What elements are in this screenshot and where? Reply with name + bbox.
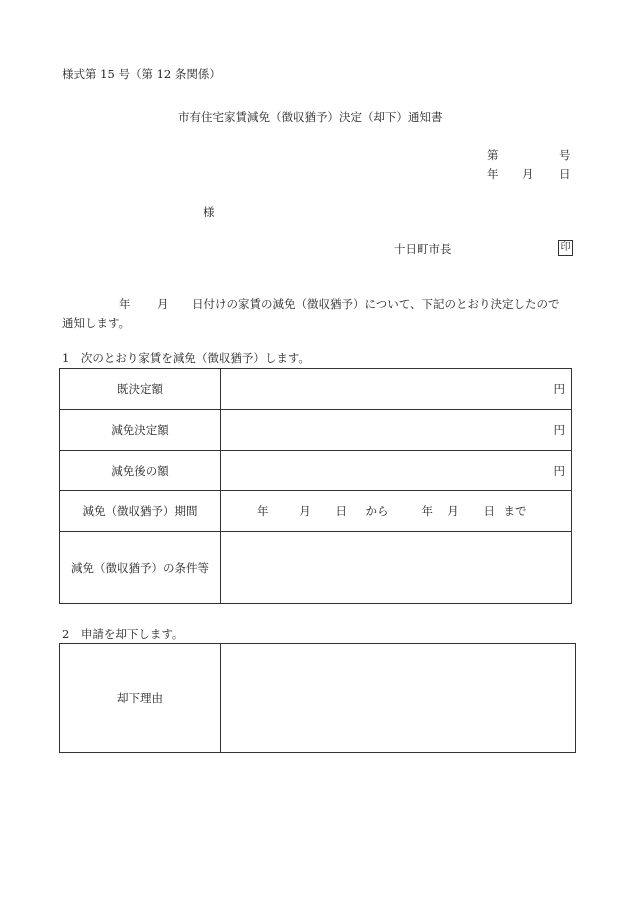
- date-year: 年: [487, 167, 499, 181]
- doc-number-go: 号: [559, 148, 571, 162]
- reduction-table: [59, 368, 572, 604]
- row-value-reduction-amount: 円: [221, 410, 572, 451]
- row-label-reduction-amount: 減免決定額: [60, 410, 221, 451]
- period-to: まで: [503, 504, 527, 518]
- sender-name: 十日町市長: [394, 242, 452, 256]
- body-year: 年: [119, 297, 131, 311]
- period-year-2: 年: [421, 504, 433, 518]
- table-row: [60, 491, 572, 532]
- row-value-existing-amount: 円: [221, 369, 572, 410]
- rejection-table: [59, 643, 576, 753]
- period-month-1: 月: [299, 504, 311, 518]
- seal-mark: 印: [558, 240, 573, 256]
- table-row: [60, 644, 576, 753]
- row-label-existing-amount: 既決定額: [60, 369, 221, 410]
- row-value-after-reduction: 円: [221, 451, 572, 491]
- row-label-conditions: 減免（徴収猶予）の条件等: [60, 532, 221, 604]
- row-value-period: [221, 491, 572, 532]
- period-day-2: 日: [483, 504, 495, 518]
- period-month-2: 月: [447, 504, 459, 518]
- table-row: [60, 451, 572, 491]
- document-title: 市有住宅家賃減免（徴収猶予）決定（却下）通知書: [178, 110, 443, 124]
- period-from: から: [365, 504, 389, 518]
- doc-number-dai: 第: [487, 148, 499, 162]
- table-row: [60, 532, 572, 604]
- addressee-suffix: 様: [203, 205, 215, 219]
- table-row: [60, 410, 572, 451]
- section2-heading: 2 申請を却下します。: [62, 627, 184, 641]
- body-line-2: 通知します。: [62, 316, 131, 330]
- row-value-conditions: [221, 532, 572, 604]
- form-number: 様式第 15 号（第 12 条関係）: [62, 67, 221, 81]
- body-line-1: 日付けの家賃の減免（徴収猶予）について、下記のとおり決定したので: [192, 297, 560, 311]
- date-day: 日: [559, 167, 571, 181]
- period-year-1: 年: [257, 504, 269, 518]
- row-label-period: 減免（徴収猶予）期間: [60, 491, 221, 532]
- table-row: [60, 369, 572, 410]
- date-month: 月: [522, 167, 534, 181]
- row-value-rejection-reason: [221, 644, 576, 753]
- body-month: 月: [157, 297, 169, 311]
- row-label-after-reduction: 減免後の額: [60, 451, 221, 491]
- section1-heading: 1 次のとおり家賃を減免（徴収猶予）します。: [62, 351, 310, 365]
- row-label-rejection-reason: 却下理由: [60, 644, 221, 753]
- period-day-1: 日: [335, 504, 347, 518]
